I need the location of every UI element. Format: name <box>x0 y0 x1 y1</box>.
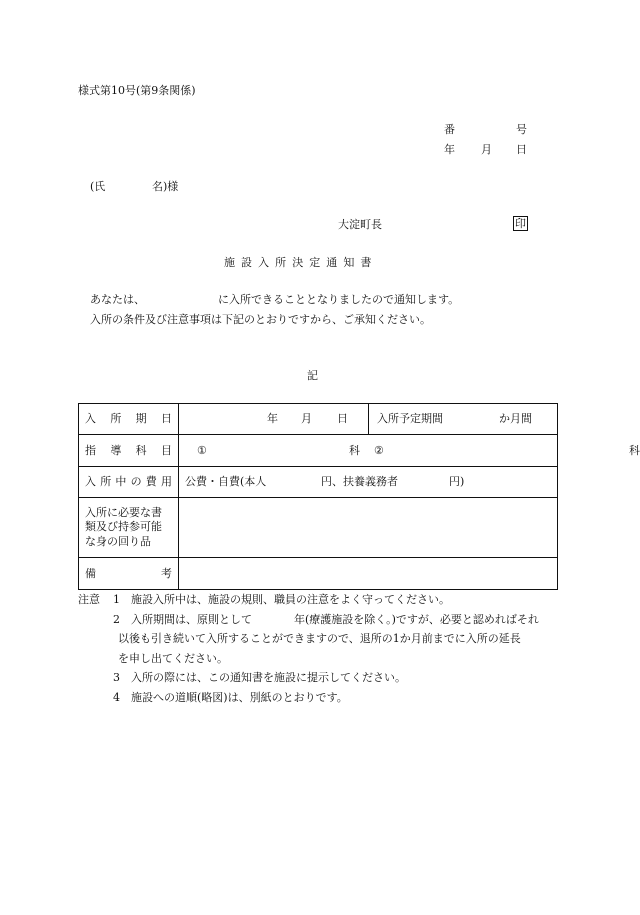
row-admission-date <box>79 404 558 435</box>
note-3-text: 入所の際には、この通知書を施設に提示してください。 <box>131 671 406 684</box>
planned-period-unit: か月間 <box>499 412 532 425</box>
note-2-continued <box>78 632 558 652</box>
admission-day-label: 日 <box>337 412 348 425</box>
addressee-suffix: 名)様 <box>152 180 179 193</box>
date-year-label: 年 <box>444 143 455 156</box>
subject-ka-2: 科 <box>629 444 640 457</box>
row-guidance-subject <box>79 435 558 467</box>
number-label-go: 号 <box>516 123 527 136</box>
note-2-text-d: を申し出てください。 <box>118 651 228 665</box>
label-guidance-subject: 指導科目 <box>79 435 179 467</box>
label-remarks: 備考 <box>79 558 179 590</box>
notes-section <box>78 593 558 710</box>
note-3-number: 3 <box>113 671 120 684</box>
note-2-text-c: 以後も引き続いて入所することができますので、退所の1か月前までに入所の延長 <box>118 632 521 645</box>
note-1-text: 施設入所中は、施設の規則、職員の注意をよく守ってください。 <box>131 593 450 606</box>
note-2-text-a: 入所期間は、原則として <box>131 612 252 626</box>
note-2 <box>78 613 558 633</box>
admission-month-label: 月 <box>301 412 312 425</box>
note-1-number: 1 <box>113 593 120 606</box>
guidance-subject-value <box>179 435 640 467</box>
required-items-value <box>179 498 558 558</box>
expenses-text-a: 公費・自費(本人 <box>185 475 267 488</box>
admission-year-label: 年 <box>267 412 278 425</box>
date-day-label: 日 <box>516 143 527 156</box>
label-expenses: 入所中の費用 <box>79 467 179 498</box>
addressee-prefix: (氏 <box>90 180 106 193</box>
label-required-items: 入所に必要な書類及び持参可能な身の回り品 <box>79 498 179 558</box>
seal-mark <box>513 216 528 231</box>
date-month-label: 月 <box>481 143 492 156</box>
remarks-value <box>179 558 558 590</box>
planned-period-cell <box>369 404 558 435</box>
expenses-text-b: 円、扶養義務者 <box>321 475 398 488</box>
body-text-1b: に入所できることとなりましたので通知します。 <box>218 293 460 306</box>
subject-mark-2: ② <box>374 444 384 457</box>
row-remarks <box>79 558 558 590</box>
subject-mark-1: ① <box>197 444 207 457</box>
expenses-text-c: 円) <box>449 475 465 488</box>
planned-period-label: 入所予定期間 <box>377 412 443 425</box>
note-2-number: 2 <box>113 612 120 626</box>
note-2-continued-2 <box>78 652 558 672</box>
seal-icon: 印 <box>515 217 526 230</box>
row-required-items <box>79 498 558 558</box>
admission-date-value <box>179 404 369 435</box>
row-expenses <box>79 467 558 498</box>
body-text-2: 入所の条件及び注意事項は下記のとおりですから、ご承知ください。 <box>90 313 431 326</box>
label-admission-date: 入所期日 <box>79 404 179 435</box>
note-4-number: 4 <box>113 690 120 704</box>
ki-heading: 記 <box>307 369 318 382</box>
notes-heading: 注意 <box>78 593 100 606</box>
subject-ka-1: 科 <box>349 444 360 457</box>
number-label-ban: 番 <box>444 123 455 136</box>
issuer-name: 大淀町長 <box>338 218 382 231</box>
document-title: 施設入所決定通知書 <box>224 256 378 269</box>
body-text-1a: あなたは、 <box>90 293 145 306</box>
form-number: 様式第10号(第9条関係) <box>78 84 196 97</box>
decision-table <box>78 403 640 590</box>
expenses-value <box>179 467 558 498</box>
note-1 <box>78 593 558 613</box>
note-2-text-b: 年(療護施設を除く。)ですが、必要と認めればそれ <box>294 612 539 626</box>
note-4-text: 施設への道順(略図)は、別紙のとおりです。 <box>131 690 348 704</box>
note-4 <box>78 691 558 711</box>
note-3 <box>78 671 558 691</box>
